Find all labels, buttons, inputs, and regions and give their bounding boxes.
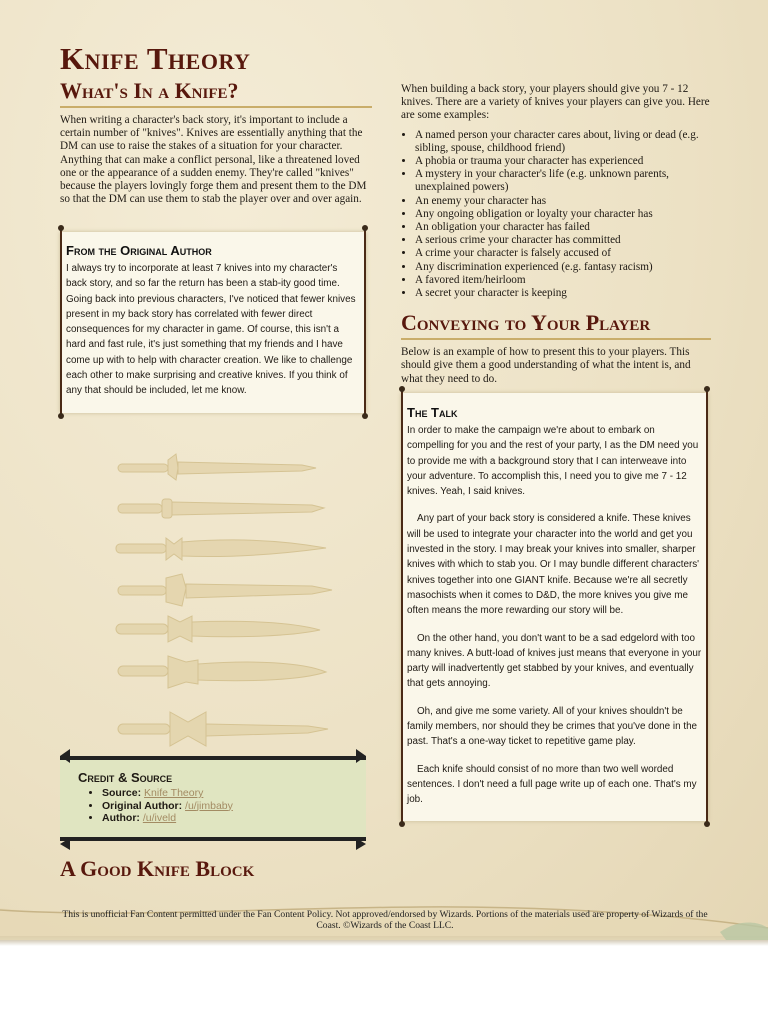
the-talk-box: [401, 393, 708, 821]
talk-paragraph: On the other hand, you don't want to be a sad edgelord with too many knives. A butt-load of knives just means that everyone in your party will inadvertently get stabbed by your knives, and eventually that gets annoying.: [407, 632, 702, 690]
author-note-heading: From the Original Author: [66, 243, 212, 258]
author-note-box: [60, 232, 366, 413]
note-corner-dot: [58, 225, 64, 231]
list-item: • A named person your character cares about, living or dead (e.g. sibling, spouse, childhood friend): [415, 129, 711, 155]
note-corner-dot: [399, 821, 405, 827]
talk-paragraph: Any part of your back story is considered a knife. These knives will be used to integrate your character into the world and get you invested in the story. I may break your knives into smaller, sharper knives with which to stab you. Or I may bundle different characters' knives together into one GIANT knife. Because we're all secretly masochists when it comes to D&D, the more knives you give me often means the more rewarding our story will be.: [407, 513, 700, 617]
note-corner-dot: [704, 386, 710, 392]
source-link[interactable]: Knife Theory: [144, 787, 204, 799]
left-column: [60, 42, 372, 212]
credit-list: [78, 787, 348, 825]
right-column: [401, 83, 711, 392]
note-corner-dot: [362, 413, 368, 419]
credit-right-cap-icon: [356, 749, 366, 763]
credit-label: Author:: [102, 812, 140, 825]
credit-source-box: [60, 756, 366, 841]
list-item: • A secret your character is keeping: [415, 287, 711, 300]
credit-left-cap-icon: [60, 838, 70, 850]
credit-item-original-author: [102, 800, 348, 813]
knife-icon: [118, 712, 328, 746]
page-title: Knife Theory: [60, 41, 251, 76]
credit-heading: Credit & Source: [78, 770, 173, 785]
knife-icon: [118, 499, 324, 518]
list-item: • A mystery in your character's life (e.g. unknown parents, unexplained powers): [415, 168, 711, 194]
list-item: • A phobia or trauma your character has experienced: [415, 155, 711, 168]
knife-icon: [118, 454, 316, 480]
note-border-left: [60, 228, 62, 417]
list-item: • A crime your character is falsely accused of: [415, 247, 711, 260]
knife-icon: [116, 538, 326, 560]
list-item: • A favored item/heirloom: [415, 274, 711, 287]
credit-label: Original Author:: [102, 799, 183, 812]
section-body: When writing a character's back story, it's important to include a certain number of "knives". Knives are essentially anything that the DM can use to raise the stakes of a situation for your character. Anything that can make a conflict personal, like a threatened loved one or the appearance of a sudden enemy. They're called "knives" because the players lovingly forge them and present them to the DM so that the DM can use them to stab the player over and over again.: [60, 114, 367, 206]
note-border-right: [706, 389, 708, 825]
credit-left-cap-icon: [60, 749, 70, 763]
examples-list: [401, 129, 711, 301]
note-border-left: [401, 389, 403, 825]
knife-icon: [116, 616, 320, 642]
author-note-body: I always try to incorporate at least 7 knives into my character's back story, and so far the return has been a stab-ity good time. Going back into previous characters, I've noticed that fewer knives present in my back story has correlated with fewer direct consequences for my character in game. Of course, this isn't a hard and fast rule, it's just something that my friends and I have come up with to help with character creation. We like to challenge each other to make surprising and creative knives. If you think of any that should be included, let me know.: [66, 263, 356, 397]
note-corner-dot: [362, 225, 368, 231]
credit-item-source: [102, 787, 348, 800]
list-item: • A serious crime your character has committed: [415, 234, 711, 247]
author-link[interactable]: /u/iveld: [142, 812, 177, 825]
list-item: • An enemy your character has: [415, 195, 711, 208]
talk-paragraph: Each knife should consist of no more than two well worded sentences. I don't need a full page write up of each one. That's my job.: [407, 763, 697, 806]
list-item: • Any discrimination experienced (e.g. fantasy racism): [415, 261, 711, 274]
original-author-link[interactable]: /u/jimbaby: [185, 799, 233, 812]
knife-icon: [118, 574, 332, 606]
section-heading-good-knife-block: A Good Knife Block: [60, 856, 255, 881]
credit-right-cap-icon: [356, 838, 366, 850]
note-corner-dot: [399, 386, 405, 392]
talk-paragraph: In order to make the campaign we're about to embark on compelling for you and the rest of your party, I as the DM need you to provide me with a background story that I can interweave into your adventure. To accomplish this, I need you to give me 7 - 12 knives. Yeah, I said knives.: [407, 425, 699, 498]
list-item: • An obligation your character has failed: [415, 221, 711, 234]
credit-item-author: [102, 812, 348, 825]
examples-intro: When building a back story, your players should give you 7 - 12 knives. There are a variety of knives your players can give you. Here are some examples:: [401, 83, 710, 122]
section-heading-whats-in-a-knife: What's In a Knife?: [60, 78, 372, 108]
the-talk-heading: The Talk: [407, 405, 458, 420]
section-heading-conveying: Conveying to Your Player: [401, 310, 711, 340]
credit-label: Source:: [102, 787, 142, 799]
talk-paragraph: Oh, and give me some variety. All of your knives shouldn't be family members, nor should they be crimes that you've done in the past. That's a one-way ticket to repetitive game play.: [407, 705, 698, 748]
list-item: • Any ongoing obligation or loyalty your character has: [415, 208, 711, 221]
footer-legal-text: This is unofficial Fan Content permitted under the Fan Content Policy. Not approved/endorsed by Wizards. Portions of the materials used are property of Wizards of the Coast. ©Wizards of the Coast LLC.: [62, 909, 708, 931]
knives-illustration: [112, 450, 334, 755]
note-border-right: [364, 228, 366, 417]
knife-icon: [118, 656, 326, 688]
section-body: Below is an example of how to present this to your players. This should give them a good understanding of what the intent is, and what they need to do.: [401, 346, 691, 385]
note-corner-dot: [704, 821, 710, 827]
note-corner-dot: [58, 413, 64, 419]
